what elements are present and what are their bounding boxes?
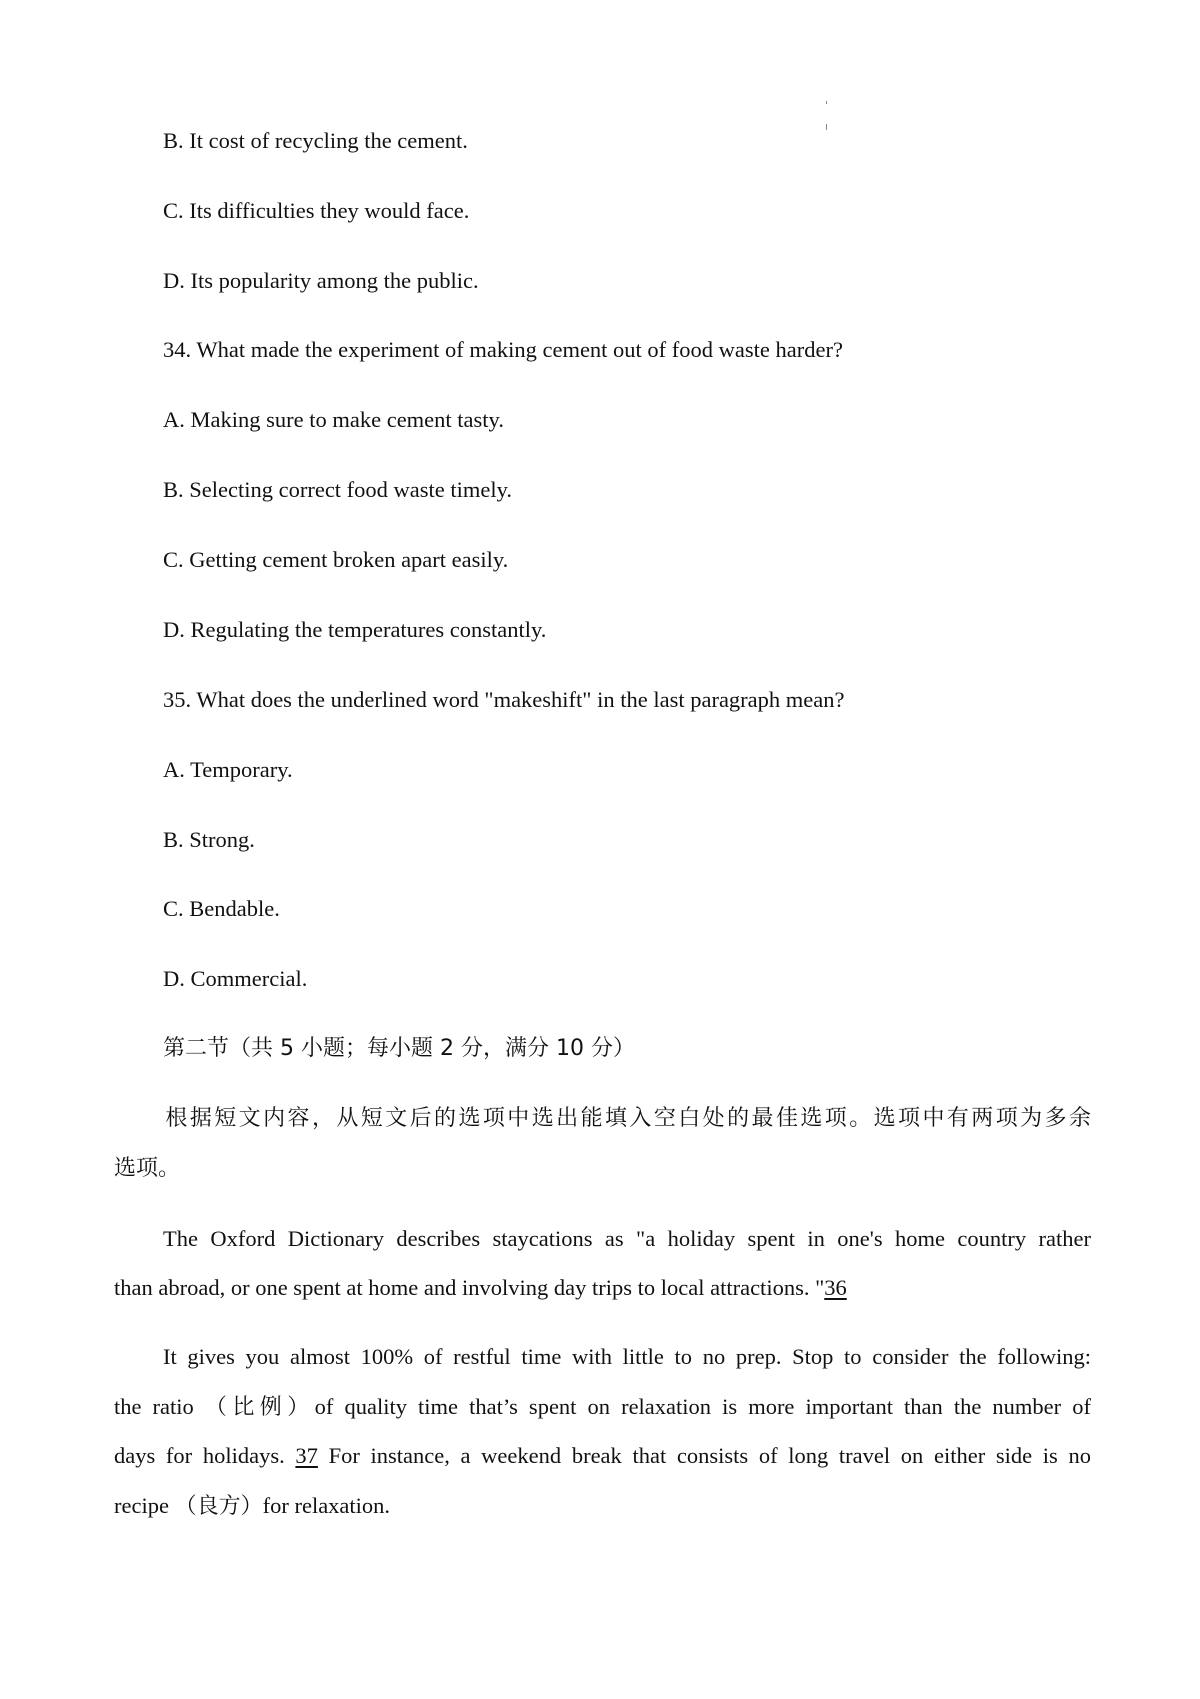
passage-p2-line-2-end: of quality time that’s spent on relaxation is more important than the number of xyxy=(314,1394,1091,1419)
scan-mark xyxy=(826,101,827,104)
option-35-d: D. Commercial. xyxy=(163,966,308,991)
gloss-ratio: （比例） xyxy=(204,1395,315,1420)
passage-paragraph-1 xyxy=(114,1214,1091,1264)
option-34-b: B. Selecting correct food waste timely. xyxy=(163,477,513,502)
passage-paragraph-2-line-4 xyxy=(114,1481,1091,1532)
option-34-a: A. Making sure to make cement tasty. xyxy=(163,407,504,432)
option-33-b: B. It cost of recycling the cement. xyxy=(163,128,468,153)
instruction-line-2: 选项。 xyxy=(114,1156,181,1181)
question-34-stem: 34. What made the experiment of making cement out of food waste harder? xyxy=(163,337,843,362)
passage-p2-line-4-end: for relaxation. xyxy=(262,1493,391,1518)
gloss-recipe: （良方） xyxy=(174,1494,263,1519)
option-35-b: B. Strong. xyxy=(163,827,255,852)
passage-p2-line-3-start: days for holidays. xyxy=(114,1443,296,1468)
passage-p1-line-1: The Oxford Dictionary describes staycations as "a holiday spent in one's home country rather xyxy=(163,1226,1091,1251)
option-35-a: A. Temporary. xyxy=(163,757,293,782)
option-33-d: D. Its popularity among the public. xyxy=(163,268,479,293)
passage-paragraph-2-line-2 xyxy=(114,1382,1091,1433)
blank-36: 36 xyxy=(824,1275,847,1300)
option-34-d: D. Regulating the temperatures constantly. xyxy=(163,617,547,642)
instruction-line-1: 根据短文内容，从短文后的选项中选出能填入空白处的最佳选项。选项中有两项为多余 xyxy=(163,1106,1091,1131)
passage-p2-line-4-start: recipe xyxy=(114,1493,175,1518)
passage-paragraph-2-line-3 xyxy=(114,1431,1091,1481)
option-34-c: C. Getting cement broken apart easily. xyxy=(163,547,509,572)
passage-p2-line-3-end: For instance, a weekend break that consists of long travel on either side is no xyxy=(317,1443,1091,1468)
passage-p2-line-2-start: the ratio xyxy=(114,1394,205,1419)
passage-p2-line-1: It gives you almost 100% of restful time with little to no prep. Stop to consider the following: xyxy=(163,1344,1091,1369)
section-2-instructions xyxy=(114,1094,1091,1144)
blank-37: 37 xyxy=(295,1443,318,1468)
scan-mark xyxy=(826,124,827,130)
passage-paragraph-2 xyxy=(114,1332,1091,1382)
section-2-heading: 第二节（共 5 小题；每小题 2 分，满分 10 分） xyxy=(163,1036,635,1061)
section-2-instructions-end xyxy=(114,1144,1091,1194)
question-35-stem: 35. What does the underlined word "makeshift" in the last paragraph mean? xyxy=(163,687,845,712)
option-33-c: C. Its difficulties they would face. xyxy=(163,198,470,223)
passage-paragraph-1-end xyxy=(114,1263,1091,1313)
passage-p1-line-2: than abroad, or one spent at home and involving day trips to local attractions. " xyxy=(114,1275,825,1300)
option-35-c: C. Bendable. xyxy=(163,896,280,921)
